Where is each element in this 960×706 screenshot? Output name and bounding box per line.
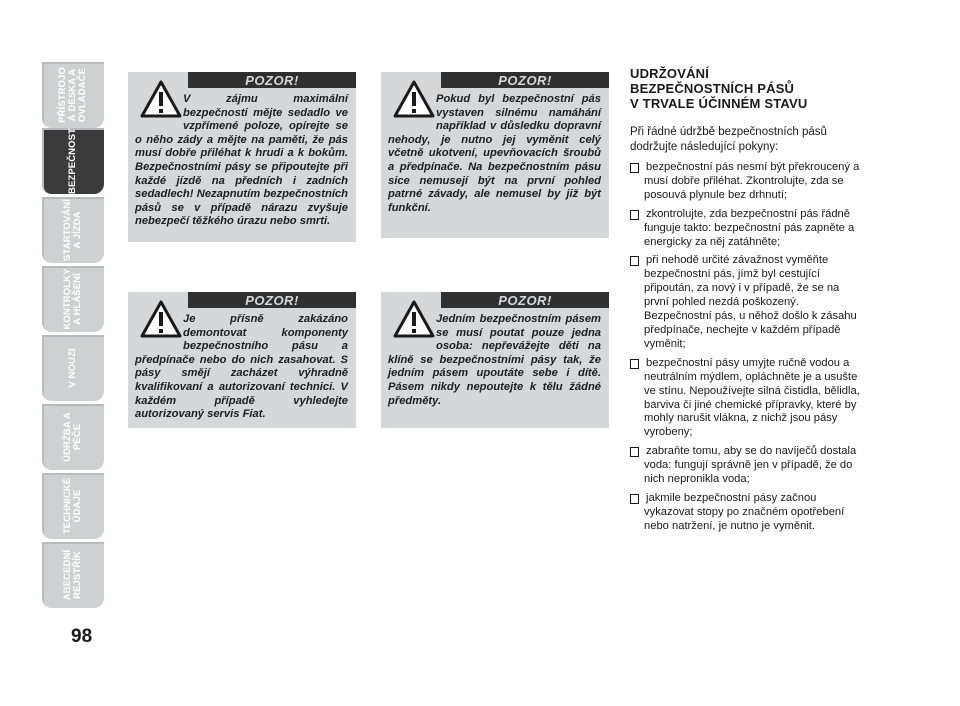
list-item-text: zkontrolujte, zda bezpečnostní pás řádně funguje takto: bezpečnostní pás zapněte a energicky za něj zatáhněte;	[644, 207, 855, 248]
tab-udrzba[interactable]	[42, 404, 104, 470]
warning-box	[381, 72, 609, 238]
section-heading: UDRŽOVÁNÍ BEZPEČNOSTNÍCH PÁSŮ V TRVALE ÚČINNÉM STAVU	[630, 66, 808, 111]
checkbox-bullet-icon	[630, 494, 639, 504]
tab-label: KONTROLKY A HLÁŠENÍ	[62, 268, 83, 330]
tab-v-nouzi[interactable]	[42, 335, 104, 401]
tab-technicke-udaje[interactable]	[42, 473, 104, 539]
checkbox-bullet-icon	[630, 256, 639, 266]
list-item	[630, 445, 862, 487]
checkbox-bullet-icon	[630, 210, 639, 220]
warning-title: POZOR!	[188, 292, 356, 308]
list-item-text: při nehodě určité závažnost vyměňte bezpečnostní pás, jímž byl cestující připoután, za nový i v případě, že se na první pohled nezdá poškozený. Bezpečnostní pás, u něhož došlo k zásahu předpínače, nechejte v každém případě vyměnit;	[644, 254, 857, 350]
tab-label: ÚDRŽBA A PÉČE	[62, 412, 83, 462]
maintenance-list	[630, 161, 862, 539]
list-item-text: zabraňte tomu, aby se do navíječů dostala voda: fungují správně jen v případě, že do nich nepronikla voda;	[644, 445, 857, 486]
list-item	[630, 357, 862, 440]
list-item	[630, 254, 862, 351]
section-intro: Při řádné údržbě bezpečnostních pásů dodržujte následující pokyny:	[630, 126, 827, 153]
tab-label: V NOUZI	[67, 348, 78, 388]
list-item	[630, 492, 862, 534]
tab-label: TECHNICKÉ ÚDAJE	[62, 477, 83, 535]
warning-box	[381, 292, 609, 428]
list-item	[630, 161, 862, 203]
tab-label: ABECEDNÍ REJSTŘÍK	[62, 549, 83, 601]
checkbox-bullet-icon	[630, 447, 639, 457]
list-item-text: jakmile bezpečnostní pásy začnou vykazovat stopy po značném opotřebení nebo natržení, je nutno je vyměnit.	[644, 491, 845, 532]
tab-label: STARTOVÁNÍ A JÍZDA	[62, 199, 83, 261]
tab-bezpecnost[interactable]	[42, 128, 104, 194]
warning-title: POZOR!	[441, 292, 609, 308]
checkbox-bullet-icon	[630, 359, 639, 369]
list-item-text: bezpečnostní pásy umyjte ručně vodou a neutrálním mýdlem, opláchněte je a usušte ve stínu. Nepoužívejte silná čistidla, bělidla, barviva či jiné chemické přípravky, které by mohly narušit vlákna, z nichž jsou pásy vyrobeny;	[644, 356, 860, 439]
warning-text: V zájmu maximální bezpečnosti mějte sedadlo ve vzpřímené poloze, opírejte se o něho zády a mějte na paměti, že pás musí dobře přiléhat k hrudi a k bokům. Bezpečnostními pásy se připoutejte při každé jízdě na předních i zadních sedadlech! Nezapnutím bezpečnostních pásů se v případě nárazu zvyšuje nebezpečí těžkého úrazu nebo smrti.	[135, 93, 348, 228]
warning-text: Je přísně zakázáno demontovat komponenty bezpečnostního pásu a předpínače nebo do nich zasahovat. S pásy smějí zacházet výhradně kvalifikovaní a autorizovaní technici. V každém případě vyhledejte autorizovaný servis Fiat.	[135, 313, 348, 421]
warning-title: POZOR!	[188, 72, 356, 88]
tab-startovani[interactable]	[42, 197, 104, 263]
checkbox-bullet-icon	[630, 163, 639, 173]
tab-label: PŘÍSTROJO Á DESKA A OVLADAČE	[57, 67, 88, 123]
warning-box	[128, 292, 356, 428]
page-number: 98	[71, 626, 93, 647]
tab-kontrolky[interactable]	[42, 266, 104, 332]
warning-box	[128, 72, 356, 242]
warning-title: POZOR!	[441, 72, 609, 88]
tab-pristrojova-deska[interactable]	[42, 62, 104, 128]
list-item	[630, 208, 862, 250]
warning-text: Pokud byl bezpečnostní pás vystaven silnému namáhání například v důsledku dopravní nehody, je nutno jej vyměnit celý včetně ukotvení, upevňovacích šroubů a předpínače. Na bezpečnostním pásu sice nemusejí být na první pohled patrné závady, ale nemusel by již být funkční.	[388, 93, 601, 214]
warning-text: Jedním bezpečnostním pásem se musí poutat pouze jedna osoba: nepřevážejte děti na klíně se bezpečnostními pásy tak, že jedním pásem upoutáte sebe i dítě. Pásem nikdy nepoutejte k tělu žádné předměty.	[388, 313, 601, 407]
tab-label: BEZPEČNOST	[67, 128, 78, 194]
list-item-text: bezpečnostní pás nesmí být překroucený a musí dobře přiléhat. Zkontrolujte, zda se posouvá plynule bez drhnutí;	[644, 161, 860, 201]
tab-rejstrik[interactable]	[42, 542, 104, 608]
